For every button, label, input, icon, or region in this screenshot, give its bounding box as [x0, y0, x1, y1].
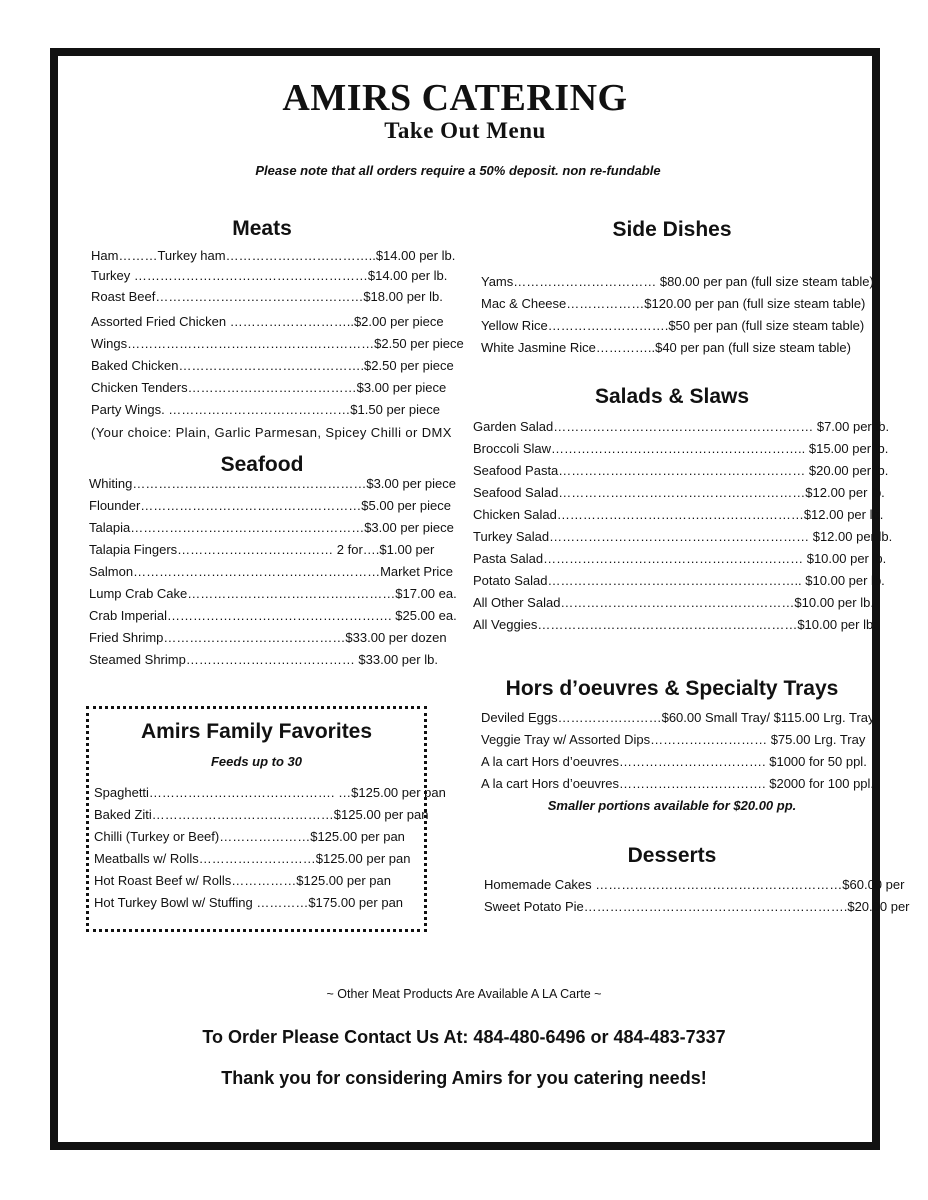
seafood-item: Lump Crab Cake…………………………………………$17.00 ea.	[89, 586, 457, 601]
smaller-portions-note: Smaller portions available for $20.00 pp.	[547, 798, 797, 813]
salads-item: All Veggies……………………………………………………$10.00 per lb.	[473, 617, 877, 632]
sides-item: Yellow Rice……………………….$50 per pan (full size steam table)	[481, 318, 865, 333]
seafood-heading: Seafood	[220, 453, 304, 476]
hors-item: A la cart Hors d’oeuvres……………………………. $2000 for 100 ppl.	[481, 776, 875, 791]
sides-item: White Jasmine Rice…………..$40 per pan (full size steam table)	[481, 340, 851, 355]
sides-heading: Side Dishes	[612, 218, 732, 241]
favorites-item: Baked Ziti……………………………………$125.00 per pan	[94, 807, 429, 822]
seafood-item: Steamed Shrimp………………………………… $33.00 per lb.	[89, 652, 438, 667]
seafood-item: Crab Imperial……………………………………………. $25.00 ea.	[89, 608, 457, 623]
sides-item: Mac & Cheese………………$120.00 per pan (full size steam table)	[481, 296, 866, 311]
favorites-feeds-note: Feeds up to 30	[210, 754, 303, 769]
seafood-item: Whiting………………………………………………$3.00 per piece	[89, 476, 456, 491]
salads-item: Pasta Salad…………………………………………………… $10.00 per lb.	[473, 551, 887, 566]
hors-item: A la cart Hors d’oeuvres……………………………. $1000 for 50 ppl.	[481, 754, 867, 769]
salads-item: All Other Salad………………………………………………$10.00 per lb.	[473, 595, 874, 610]
page-subtitle: Take Out Menu	[384, 118, 546, 143]
sides-item: Yams…………………………… $80.00 per pan (full size steam table)	[481, 274, 874, 289]
salads-item: Potato Salad………………………………………………….. $10.00 per lb.	[473, 573, 885, 588]
favorites-item: Chilli (Turkey or Beef)…………………$125.00 per pan	[94, 829, 405, 844]
thank-you-line: Thank you for considering Amirs for you catering needs!	[221, 1068, 707, 1088]
desserts-item: Sweet Potato Pie…………………………………………………….$20.00 per	[484, 899, 910, 914]
seafood-item: Fried Shrimp……………………………………$33.00 per dozen	[89, 630, 447, 645]
favorites-item: Hot Turkey Bowl w/ Stuffing …………$175.00 per pan	[94, 895, 404, 910]
meats-item: Baked Chicken…………………………………….$2.50 per piece	[91, 358, 454, 373]
meats-item: Turkey ………………………………………………$14.00 per lb.	[91, 268, 448, 283]
favorites-item: Spaghetti……………………………………. …$125.00 per pan	[94, 785, 446, 800]
salads-heading: Salads & Slaws	[594, 385, 750, 408]
salads-item: Seafood Salad…………………………………………………$12.00 per lb.	[473, 485, 885, 500]
other-products-note: ~ Other Meat Products Are Available A LA Carte ~	[326, 987, 602, 1001]
seafood-item: Talapia………………………………………………$3.00 per piece	[89, 520, 454, 535]
contact-line: To Order Please Contact Us At: 484-480-6496 or 484-483-7337	[202, 1027, 726, 1047]
desserts-heading: Desserts	[627, 844, 717, 867]
meats-heading: Meats	[232, 217, 292, 240]
seafood-item: Flounder……………………………………………$5.00 per piece	[89, 498, 451, 513]
meats-item: Ham………Turkey ham……………………………..$14.00 per lb.	[91, 248, 456, 263]
salads-item: Broccoli Slaw………………………………………………….. $15.00 per lb.	[473, 441, 889, 456]
meats-item: Chicken Tenders…………………………………$3.00 per piece	[91, 380, 447, 395]
deposit-note: Please note that all orders require a 50% deposit. non re-fundable	[255, 163, 661, 178]
favorites-item: Hot Roast Beef w/ Rolls……………$125.00 per pan	[94, 873, 391, 888]
salads-item: Chicken Salad…………………………………………………$12.00 per lb.	[473, 507, 884, 522]
salads-item: Garden Salad…………………………………………………… $7.00 per lb.	[473, 419, 890, 434]
meats-choice-note: (Your choice: Plain, Garlic Parmesan, Spicey Chilli or DMX	[91, 425, 452, 440]
meats-item: Party Wings. ……………………………………$1.50 per piece	[91, 402, 440, 417]
salads-item: Seafood Pasta………………………………………………… $20.00 per lb.	[473, 463, 889, 478]
meats-item: Assorted Fried Chicken ………………………..$2.00 per piece	[91, 314, 444, 329]
favorites-heading: Amirs Family Favorites	[140, 720, 373, 743]
hors-heading: Hors d’oeuvres & Specialty Trays	[505, 677, 839, 700]
meats-item: Roast Beef…………………………………………$18.00 per lb.	[91, 289, 443, 304]
hors-item: Deviled Eggs……………………$60.00 Small Tray/ $115.00 Lrg. Tray	[481, 710, 875, 725]
desserts-item: Homemade Cakes …………………………………………………$60.00 per	[484, 877, 905, 892]
family-favorites-box	[86, 706, 446, 932]
favorites-item: Meatballs w/ Rolls………………………$125.00 per pan	[94, 851, 411, 866]
page-title: AMIRS CATERING	[282, 77, 628, 119]
salads-item: Turkey Salad…………………………………………………… $12.00 per lb.	[473, 529, 893, 544]
meats-item: Wings…………………………………………………$2.50 per piece	[91, 336, 464, 351]
seafood-item: Talapia Fingers……………………………… 2 for….$1.00 per	[89, 542, 435, 557]
hors-item: Veggie Tray w/ Assorted Dips……………………… $75.00 Lrg. Tray	[481, 732, 866, 747]
seafood-item: Salmon…………………………………………………Market Price	[89, 564, 454, 579]
